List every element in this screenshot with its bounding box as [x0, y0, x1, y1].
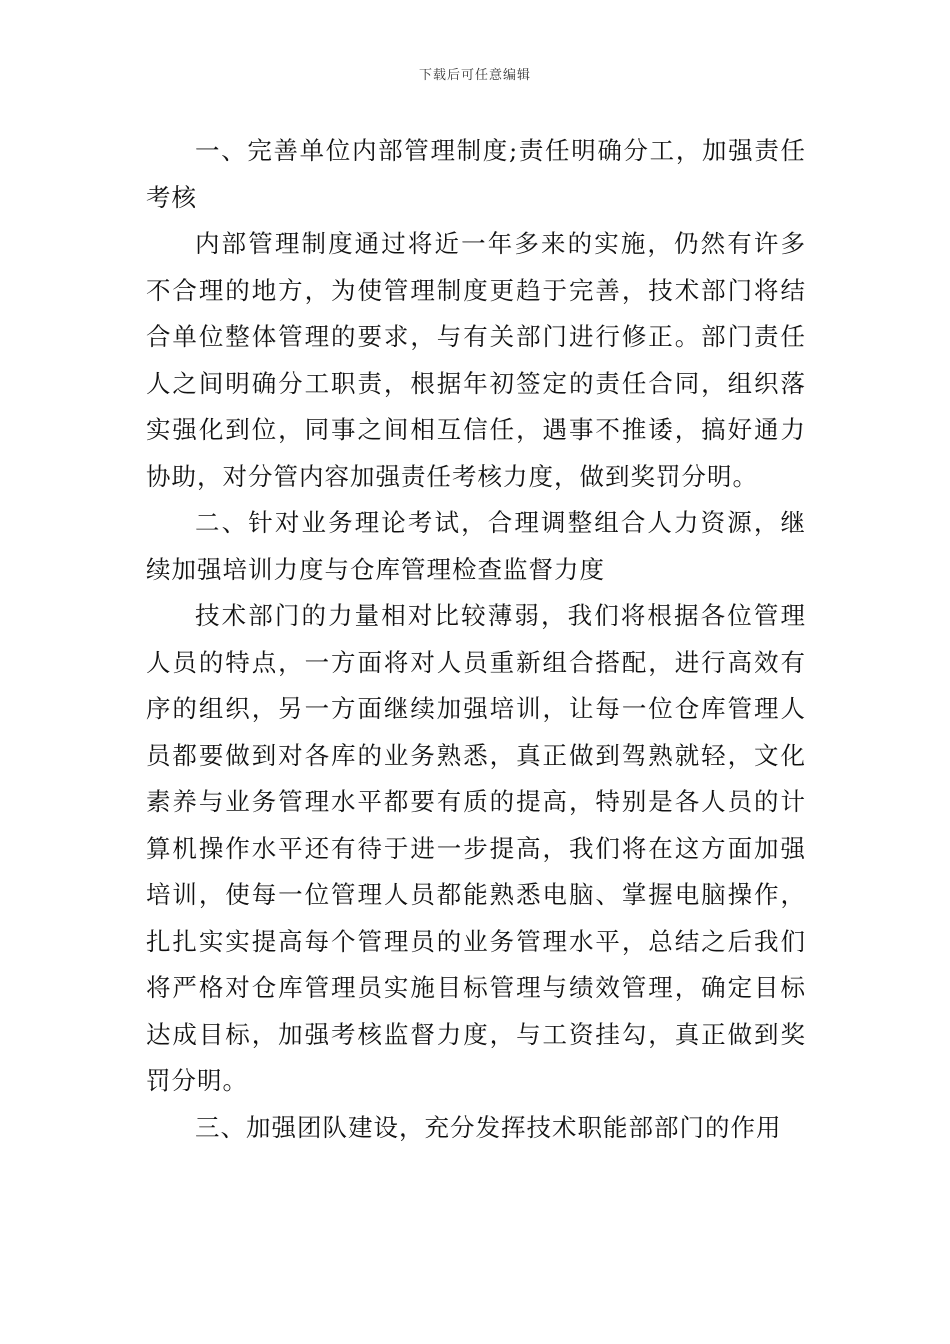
section-heading-3: 三、加强团队建设，充分发挥技术职能部部门的作用	[195, 1112, 782, 1142]
section-heading-1: 一、完善单位内部管理制度;责任明确分工，加强责任考核	[146, 136, 806, 212]
body-paragraph-1: 内部管理制度通过将近一年多来的实施，仍然有许多不合理的地方，为使管理制度更趋于完善，技术部门将结合单位整体管理的要求，与有关部门进行修正。部门责任人之间明确分工职责，根据年初签定的责任合同，组织落实强化到位，同事之间相互信任，遇事不推诿，搞好通力协助，对分管内容加强责任考核力度，做到奖罚分明。	[146, 229, 806, 491]
section-heading-2: 二、针对业务理论考试，合理调整组合人力资源，继续加强培训力度与仓库管理检查监督力度	[146, 508, 806, 584]
body-paragraph-2: 技术部门的力量相对比较薄弱，我们将根据各位管理人员的特点，一方面将对人员重新组合搭配，进行高效有序的组织，另一方面继续加强培训，让每一位仓库管理人员都要做到对各库的业务熟悉，真正做到驾熟就轻，文化素养与业务管理水平都要有质的提高，特别是各人员的计算机操作水平还有待于进一步提高，我们将在这方面加强培训，使每一位管理人员都能熟悉电脑、掌握电脑操作，扎扎实实提高每个管理员的业务管理水平，总结之后我们将严格对仓库管理员实施目标管理与绩效管理，确定目标达成目标，加强考核监督力度，与工资挂勾，真正做到奖罚分明。	[146, 601, 806, 1095]
page-header: 下载后可任意编辑	[418, 68, 531, 83]
document-body	[146, 128, 806, 1151]
